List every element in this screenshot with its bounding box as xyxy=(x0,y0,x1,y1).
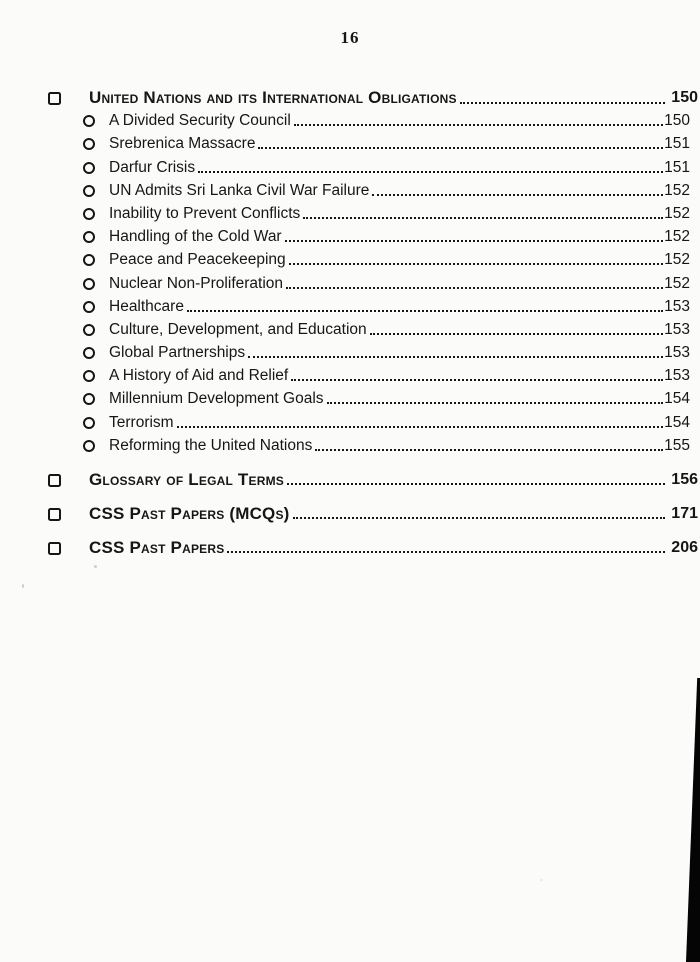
dot-leader xyxy=(294,124,663,126)
toc-subentry-title: Handling of the Cold War xyxy=(109,228,282,246)
circle-outline-icon xyxy=(83,301,95,313)
dot-leader xyxy=(286,287,663,289)
toc-chapter-page-number: 150 xyxy=(671,89,698,106)
toc-chapter-row xyxy=(48,468,698,489)
toc-chapter-page-number: 171 xyxy=(671,504,698,522)
toc-subentry-page-number: 154 xyxy=(664,390,690,408)
toc-subentry-title: Darfur Crisis xyxy=(109,158,196,176)
toc-chapter-page-number: 206 xyxy=(671,538,698,556)
toc-subentry-page-number: 152 xyxy=(664,274,690,292)
dot-leader xyxy=(177,426,664,428)
toc-subentry-title: Nuclear Non-Proliferation xyxy=(109,274,284,292)
circle-outline-icon xyxy=(83,138,95,150)
dot-leader xyxy=(293,517,666,519)
toc-subentry-title: Inability to Prevent Conflicts xyxy=(109,204,301,222)
dot-leader xyxy=(285,240,664,242)
toc-subentry-title: Healthcare xyxy=(109,297,184,315)
dot-leader xyxy=(187,310,663,312)
toc-subentry-title: Millennium Development Goals xyxy=(109,390,324,408)
scan-artifact-black-edge xyxy=(686,678,700,962)
page-number: 16 xyxy=(340,28,360,47)
square-outline-icon xyxy=(48,92,61,105)
scan-speck xyxy=(94,565,97,568)
toc-chapter-row xyxy=(48,502,698,523)
toc-subentry-row xyxy=(48,177,690,200)
toc-subentry-page-number: 155 xyxy=(664,436,690,454)
circle-outline-icon xyxy=(83,208,95,220)
circle-outline-icon xyxy=(83,254,95,266)
circle-outline-icon xyxy=(83,278,95,290)
toc-subentry-row xyxy=(48,293,690,316)
square-outline-icon xyxy=(48,474,61,487)
dot-leader xyxy=(303,217,663,219)
toc-subentry-row xyxy=(48,385,690,408)
circle-outline-icon xyxy=(83,347,95,359)
toc-subentry-row xyxy=(48,316,690,339)
toc-subentry-page-number: 152 xyxy=(664,204,690,222)
toc-list xyxy=(48,86,698,557)
toc-subentry-page-number: 153 xyxy=(664,367,690,385)
toc-chapter-title: United Nations and its International Obligations xyxy=(89,88,457,107)
circle-outline-icon xyxy=(83,370,95,382)
toc-subentry-title: Culture, Development, and Education xyxy=(109,320,367,338)
dot-leader xyxy=(289,263,663,265)
toc-subentry-page-number: 152 xyxy=(664,228,690,246)
toc-chapter-title: CSS Past Papers (MCQs) xyxy=(89,503,290,523)
toc-subentry-row xyxy=(48,432,690,455)
toc-subentry-title: UN Admits Sri Lanka Civil War Failure xyxy=(109,181,370,199)
dot-leader xyxy=(287,483,665,485)
toc-subentry-row xyxy=(48,408,690,431)
square-outline-icon xyxy=(48,508,61,521)
toc-subentry-page-number: 153 xyxy=(664,320,690,338)
toc-subentry-page-number: 153 xyxy=(664,297,690,315)
toc-subentry-page-number: 151 xyxy=(664,158,690,176)
scan-speck xyxy=(540,879,543,881)
toc-subentry-title: A Divided Security Council xyxy=(109,112,291,130)
toc-subentry-row xyxy=(48,130,690,153)
toc-subentry-row xyxy=(48,153,690,176)
toc-subentry-title: Global Partnerships xyxy=(109,344,246,362)
circle-outline-icon xyxy=(83,324,95,336)
dot-leader xyxy=(248,356,663,358)
toc-subentry-row xyxy=(48,269,690,292)
dot-leader xyxy=(258,147,663,149)
circle-outline-icon xyxy=(83,440,95,452)
dot-leader xyxy=(227,551,665,553)
toc-subentry-page-number: 151 xyxy=(664,135,690,153)
circle-outline-icon xyxy=(83,417,95,429)
toc-subentry-title: Peace and Peacekeeping xyxy=(109,251,286,269)
dot-leader xyxy=(198,171,663,173)
toc-chapter-row xyxy=(48,86,698,107)
circle-outline-icon xyxy=(83,231,95,243)
toc-subentry-row xyxy=(48,107,690,130)
toc-subentry-title: Terrorism xyxy=(109,413,174,431)
dot-leader xyxy=(315,449,663,451)
toc-subentry-page-number: 150 xyxy=(664,112,690,130)
toc-subentry-title: Reforming the United Nations xyxy=(109,436,313,454)
dot-leader xyxy=(327,402,664,404)
square-outline-icon xyxy=(48,542,61,555)
dot-leader xyxy=(370,333,663,335)
scan-speck xyxy=(22,584,24,588)
toc-subentry-row xyxy=(48,339,690,362)
toc-subentry-title: A History of Aid and Relief xyxy=(109,367,289,385)
toc-subentry-page-number: 153 xyxy=(664,344,690,362)
dot-leader xyxy=(291,379,663,381)
toc-chapter-title: CSS Past Papers xyxy=(89,537,225,557)
toc-chapter-page-number: 156 xyxy=(671,470,698,488)
circle-outline-icon xyxy=(83,162,95,174)
circle-outline-icon xyxy=(83,393,95,405)
circle-outline-icon xyxy=(83,185,95,197)
toc-subentry-row xyxy=(48,223,690,246)
toc-subentry-page-number: 152 xyxy=(664,181,690,199)
toc-subentry-row xyxy=(48,362,690,385)
toc-subentry-row xyxy=(48,200,690,223)
toc-subentry-page-number: 152 xyxy=(664,251,690,269)
toc-subentry-page-number: 154 xyxy=(664,413,690,431)
toc-chapter-row xyxy=(48,536,698,557)
toc-subentry-row xyxy=(48,246,690,269)
dot-leader xyxy=(460,102,666,104)
circle-outline-icon xyxy=(83,115,95,127)
dot-leader xyxy=(372,194,663,196)
toc-chapter-title: Glossary of Legal Terms xyxy=(89,469,284,489)
toc-subentry-title: Srebrenica Massacre xyxy=(109,135,256,153)
